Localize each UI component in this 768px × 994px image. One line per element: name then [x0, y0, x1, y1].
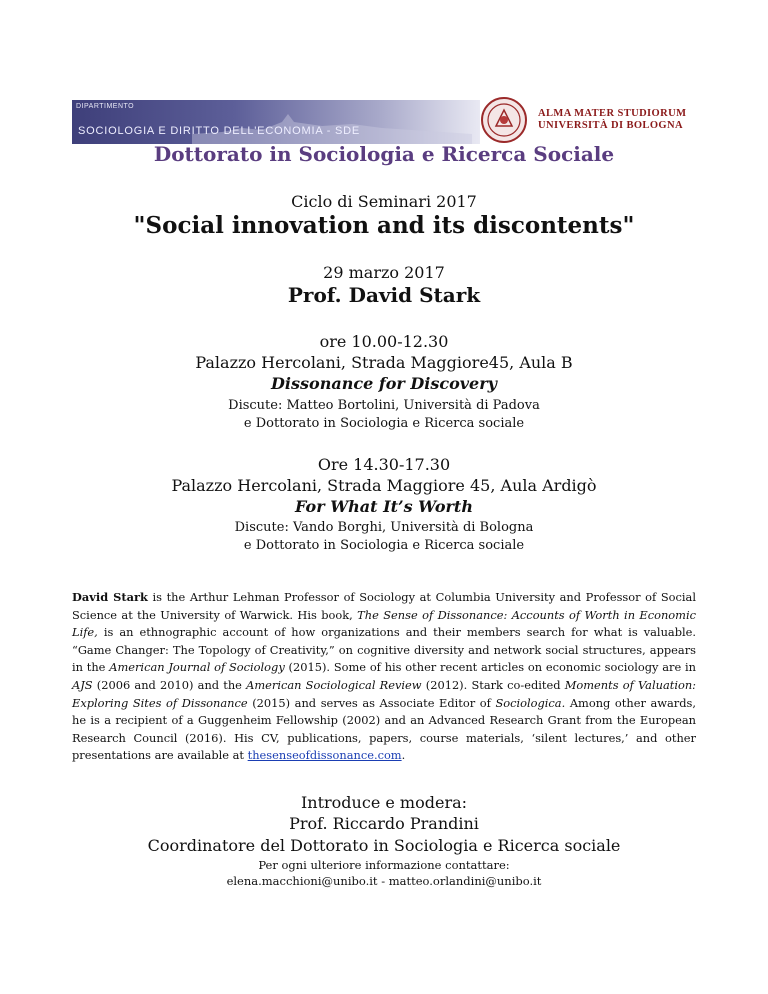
bio-text: (2012). Stark co-edited	[421, 677, 565, 692]
bio-text: Among other awards, he is a recipient of a Guggenheim Fellowship (2002) and an Advanced Research Grant from the European Research Council (2016). His CV, publications, papers, course materials, ‘silent lectures,’ and other presentations are available at	[72, 695, 697, 763]
moderator-label: Introduce e modera:	[300, 793, 468, 812]
session-2-title: For What It’s Worth	[295, 497, 473, 516]
contact-emails[interactable]: elena.macchioni@unibo.it - matteo.orlandini@unibo.it	[226, 874, 542, 888]
session-1-title: Dissonance for Discovery	[271, 374, 497, 393]
seminar-series-title: "Social innovation and its discontents"	[133, 212, 635, 239]
university-seal-logo	[480, 96, 534, 144]
speaker-bio	[72, 589, 696, 765]
session-1-discussant-affiliation: e Dottorato in Sociologia e Ricerca sociale	[243, 416, 525, 431]
moderator-name: Prof. Riccardo Prandini	[289, 814, 479, 833]
department-label: DIPARTIMENTO	[76, 103, 135, 110]
moderator-role: Coordinatore del Dottorato in Sociologia e Ricerca sociale	[147, 836, 621, 855]
university-name	[538, 108, 686, 132]
university-name-line2: UNIVERSITÀ DI BOLOGNA	[538, 120, 683, 131]
session-2-place: Palazzo Hercolani, Strada Maggiore 45, Aula Ardigò	[171, 476, 597, 495]
website-link[interactable]: thesenseofdissonance.com	[247, 748, 402, 763]
bio-journal-asr: American Sociological Review	[246, 677, 422, 692]
department-banner	[72, 100, 480, 144]
bio-journal-sociologica: Sociologica.	[495, 695, 566, 710]
program-title: Dottorato in Sociologia e Ricerca Sociale	[153, 142, 615, 166]
session-2-discussant: Discute: Vando Borghi, Università di Bologna	[234, 520, 534, 535]
university-name-line1: ALMA MATER STUDIORUM	[538, 108, 687, 119]
bio-text: (2015). Some of his other recent articles on economic sociology are in	[284, 660, 697, 675]
session-1-time: ore 10.00-12.30	[319, 332, 449, 351]
session-1-discussant: Discute: Matteo Bortolini, Università di Padova	[228, 398, 540, 413]
bio-book-title: The Sense of Dissonance: Accounts of Worth in Economic Life,	[72, 607, 696, 640]
session-1-place: Palazzo Hercolani, Strada Maggiore45, Aula B	[195, 353, 573, 372]
session-2-time: Ore 14.30-17.30	[317, 455, 451, 474]
bio-text: is the Arthur Lehman Professor of Sociology at Columbia University and Professor of Social Science at the University of Warwick. His book,	[72, 590, 696, 622]
contact-label: Per ogni ulteriore informazione contattare:	[258, 858, 510, 872]
event-date: 29 marzo 2017	[323, 263, 445, 282]
speaker-name: Prof. David Stark	[287, 283, 481, 307]
session-2-discussant-affiliation: e Dottorato in Sociologia e Ricerca sociale	[243, 538, 525, 553]
department-name: SOCIOLOGIA E DIRITTO DELL'ECONOMIA - SDE	[78, 125, 361, 137]
bio-journal-ajs: American Journal of Sociology	[109, 660, 285, 675]
bio-name: David Stark	[72, 590, 148, 604]
bio-journal-ajs-short: AJS	[72, 677, 93, 692]
seminar-series-label: Ciclo di Seminari 2017	[291, 192, 477, 211]
bio-edited-book: Moments of Valuation: Exploring Sites of Dissonance	[72, 677, 696, 710]
bio-text: (2006 and 2010) and the	[92, 677, 247, 692]
bio-text: (2015) and serves as Associate Editor of	[247, 695, 496, 710]
bio-text: .	[401, 748, 406, 763]
bio-text: is an ethnographic account of how organizations and their members search for what is valuable. “Game Changer: The Topology of Creativity,” on cognitive diversity and network social structures, appears in the	[72, 625, 696, 675]
